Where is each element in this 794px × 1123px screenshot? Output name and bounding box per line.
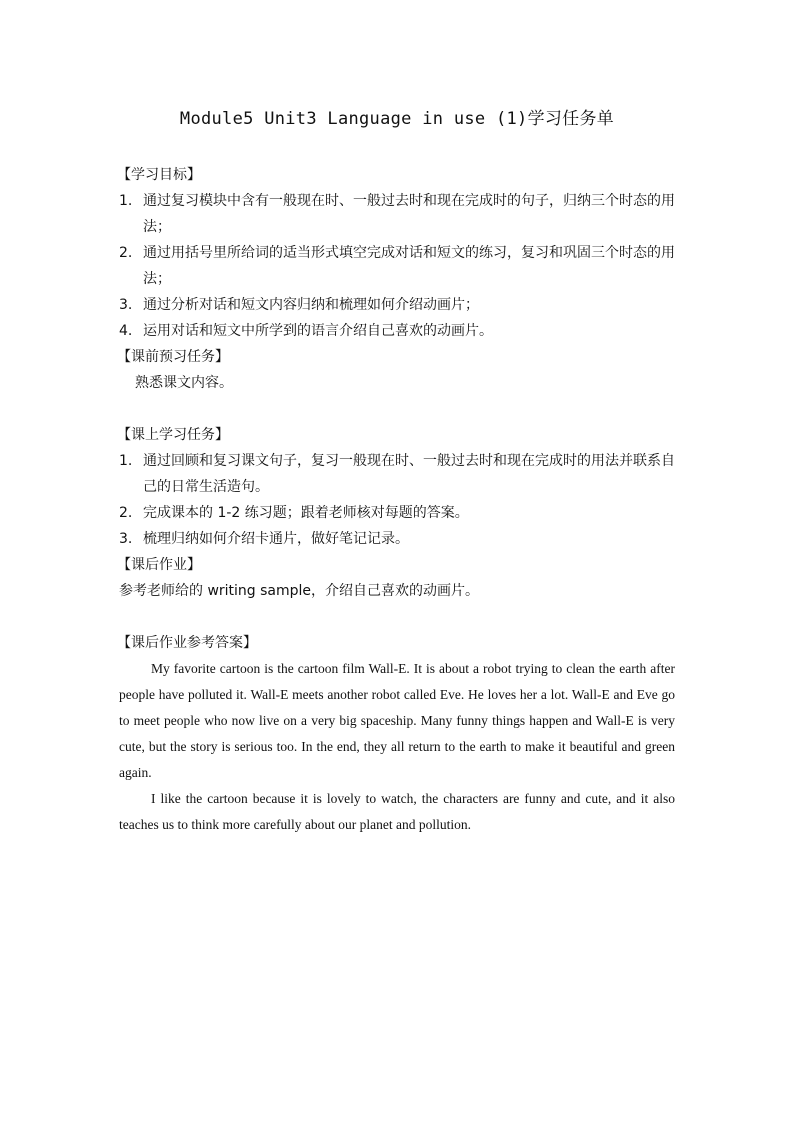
blank-line	[119, 396, 675, 422]
homework-heading: 【课后作业】	[117, 557, 201, 573]
item-number: 4.	[119, 323, 133, 339]
document-body	[119, 162, 675, 838]
item-text: 运用对话和短文中所学到的语言介绍自己喜欢的动画片。	[143, 323, 493, 339]
item-number: 3.	[119, 297, 133, 313]
preview-text: 熟悉课文内容。	[135, 375, 233, 391]
objective-item	[119, 292, 675, 318]
preview-heading: 【课前预习任务】	[117, 349, 229, 365]
item-number: 1.	[119, 193, 133, 209]
objective-item	[119, 188, 675, 240]
homework-text: 参考老师给的 writing sample，介绍自己喜欢的动画片。	[119, 583, 480, 599]
item-number: 2.	[119, 505, 133, 521]
inclass-item	[119, 448, 675, 500]
answer-paragraph: My favorite cartoon is the cartoon film Wall-E. It is about a robot trying to clean the earth after people have polluted it. Wall-E meets another robot called Eve. He loves her a lot. Wall-E and Eve go to meet people who now live on a very big spaceship. Many funny things happen and Wall-E is very cute, but the story is serious too. In the end, they all return to the earth to make it beautiful and green again.	[119, 661, 675, 780]
item-text: 梳理归纳如何介绍卡通片，做好笔记记录。	[143, 531, 409, 547]
item-number: 1.	[119, 453, 133, 469]
objectives-heading: 【学习目标】	[117, 167, 201, 183]
item-text: 通过复习模块中含有一般现在时、一般过去时和现在完成时的句子，归纳三个时态的用法；	[143, 193, 675, 235]
answer-paragraph: I like the cartoon because it is lovely to watch, the characters are funny and cute, and it also teaches us to think more carefully about our planet and pollution.	[119, 791, 675, 832]
item-text: 完成课本的 1-2 练习题；跟着老师核对每题的答案。	[143, 505, 469, 521]
page-title: Module5 Unit3 Language in use (1)学习任务单	[179, 109, 615, 129]
inclass-heading: 【课上学习任务】	[117, 427, 229, 443]
objective-item	[119, 240, 675, 292]
objective-item	[119, 318, 675, 344]
blank-line	[119, 604, 675, 630]
item-text: 通过回顾和复习课文句子，复习一般现在时、一般过去时和现在完成时的用法并联系自己的日常生活造句。	[143, 453, 675, 495]
item-text: 通过用括号里所给词的适当形式填空完成对话和短文的练习，复习和巩固三个时态的用法；	[143, 245, 675, 287]
inclass-item	[119, 500, 675, 526]
item-number: 2.	[119, 245, 133, 261]
item-number: 3.	[119, 531, 133, 547]
answer-heading: 【课后作业参考答案】	[117, 635, 257, 651]
inclass-item	[119, 526, 675, 552]
item-text: 通过分析对话和短文内容归纳和梳理如何介绍动画片；	[143, 297, 479, 313]
